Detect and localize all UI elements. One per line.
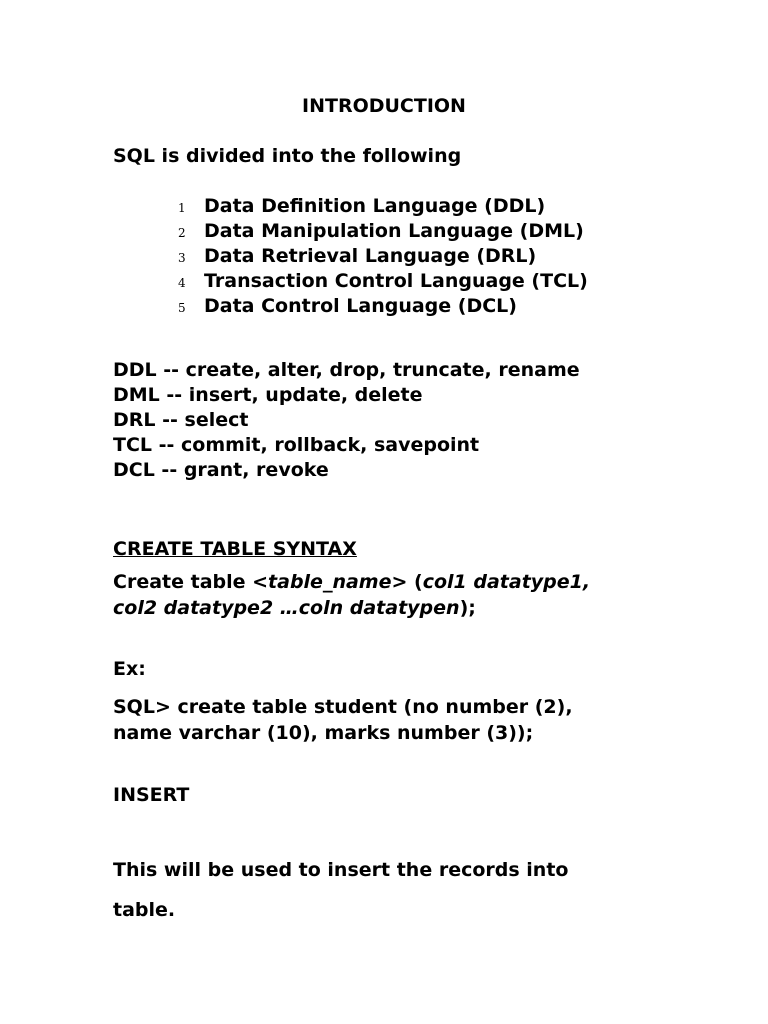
- command-line-drl: DRL -- select: [113, 409, 249, 431]
- command-line-ddl: DDL -- create, alter, drop, truncate, rename: [113, 359, 580, 381]
- command-line-dml: DML -- insert, update, delete: [113, 384, 423, 406]
- syntax-close: );: [459, 597, 476, 619]
- page-title: INTRODUCTION: [302, 95, 466, 117]
- syntax-columns-2: col2 datatype2 …coln datatypen: [113, 597, 460, 619]
- list-number: 3: [178, 251, 186, 265]
- insert-description-line-1: This will be used to insert the records into: [113, 859, 569, 881]
- list-item-label: Data Control Language (DCL): [204, 295, 517, 317]
- command-line-dcl: DCL -- grant, revoke: [113, 459, 329, 481]
- list-item: [178, 294, 588, 319]
- list-number: 4: [178, 276, 186, 290]
- list-item-label: Data Definition Language (DDL): [204, 195, 546, 217]
- list-item: [178, 194, 588, 219]
- command-line-tcl: TCL -- commit, rollback, savepoint: [113, 434, 480, 456]
- syntax-line-1: [113, 569, 590, 595]
- syntax-columns-1: col1 datatype1,: [422, 571, 591, 593]
- list-item: [178, 269, 588, 294]
- list-item: [178, 244, 588, 269]
- list-number: 2: [178, 226, 186, 240]
- syntax-open-paren: (: [407, 571, 423, 593]
- example-code-line-1: SQL> create table student (no number (2),: [113, 696, 573, 718]
- list-number: 5: [178, 301, 186, 315]
- syntax-table-name: <table_name>: [252, 571, 408, 593]
- insert-description-line-2: table.: [113, 899, 176, 921]
- syntax-prefix: Create table: [113, 571, 253, 593]
- list-item-label: Data Manipulation Language (DML): [204, 220, 584, 242]
- sql-categories-list: [178, 194, 588, 319]
- list-item-label: Transaction Control Language (TCL): [204, 270, 588, 292]
- example-code-line-2: name varchar (10), marks number (3));: [113, 722, 534, 744]
- list-item-label: Data Retrieval Language (DRL): [204, 245, 537, 267]
- insert-heading: INSERT: [113, 784, 190, 806]
- intro-text: SQL is divided into the following: [113, 145, 462, 167]
- example-label: Ex:: [113, 658, 146, 680]
- list-number: 1: [178, 201, 186, 215]
- syntax-line-2: [113, 595, 476, 621]
- list-item: [178, 219, 588, 244]
- create-table-heading: CREATE TABLE SYNTAX: [113, 538, 357, 560]
